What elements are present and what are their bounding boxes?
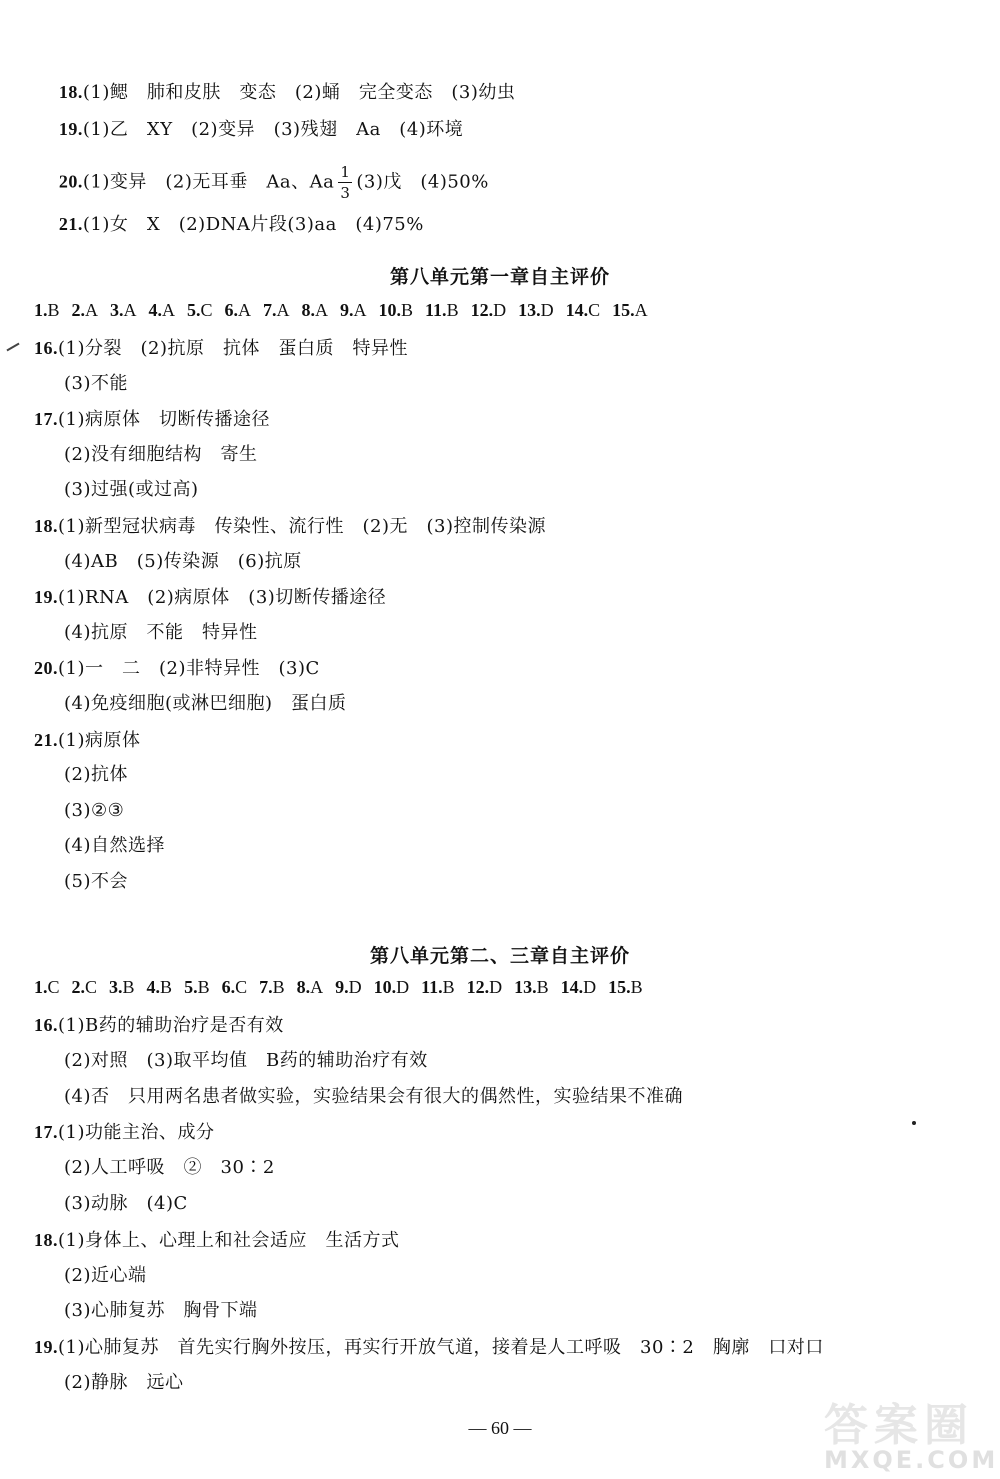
answer-line	[64, 870, 128, 894]
answer-line	[34, 1013, 284, 1038]
choice-letter: D	[396, 977, 410, 997]
answer-line	[64, 1264, 147, 1288]
choice-letter: A	[162, 300, 176, 320]
question-number: 16.	[34, 1015, 58, 1035]
answer-line	[64, 834, 165, 858]
section-title: 第八单元第二、三章自主评价	[369, 945, 630, 967]
choice-answer	[149, 300, 176, 321]
choice-letter: D	[540, 300, 554, 320]
choice-answer	[340, 300, 367, 321]
answer-line	[34, 407, 270, 432]
choice-letter: A	[123, 300, 137, 320]
answer-text: (2)抗体	[64, 764, 128, 786]
choice-answer	[72, 300, 99, 321]
answer-text: (1)功能主治、成分	[58, 1122, 215, 1144]
answer-text: (1)病原体	[58, 729, 141, 751]
choice-answer	[297, 977, 324, 998]
answer-text: (4)自然选择	[64, 835, 165, 857]
question-number: 8.	[296, 977, 311, 997]
ink-dot	[912, 1121, 916, 1125]
answer-line	[34, 1335, 824, 1360]
question-number: 11.	[425, 300, 447, 320]
choice-letter: B	[197, 977, 210, 997]
choice-letter: A	[315, 300, 329, 320]
answer-line	[64, 550, 302, 574]
choice-answer	[222, 977, 248, 998]
answer-text: (1)鳃 肺和皮肤 变态 (2)蛹 完全变态 (3)幼虫	[82, 82, 516, 103]
question-number: 21.	[34, 729, 58, 750]
choice-letter: B	[122, 977, 135, 997]
choice-letter: A	[634, 300, 648, 320]
question-number: 18.	[34, 1229, 58, 1250]
watermark-logo	[824, 1400, 999, 1474]
choice-answer	[514, 977, 549, 998]
answer-line	[64, 1299, 258, 1323]
question-number: 10.	[373, 977, 397, 997]
question-number: 12.	[466, 977, 490, 997]
choice-letter: C	[588, 300, 601, 320]
answer-text: (1)新型冠状病毒 传染性、流行性 (2)无 (3)控制传染源	[58, 516, 546, 537]
question-number: 4.	[146, 977, 161, 997]
answer-text: (1)RNA (2)病原体 (3)切断传播途径	[58, 587, 387, 609]
choice-letter: D	[583, 977, 597, 997]
answer-text: (3)②③	[64, 799, 125, 821]
answer-line	[34, 728, 141, 753]
answer-text: (2)对照 (3)取平均值 B药的辅助治疗有效	[64, 1049, 428, 1071]
question-number: 13.	[518, 300, 541, 320]
choice-answer	[225, 300, 252, 321]
choice-answer	[302, 300, 329, 321]
answer-text: (1)心肺复苏 首先实行胸外按压，再实行开放气道，接着是人工呼吸 30∶2 胸廓 口对口	[58, 1337, 824, 1359]
choice-answer	[421, 977, 455, 998]
answer-text: (1)女 X (2)DNA片段	[82, 214, 288, 235]
answer-line	[64, 1156, 275, 1180]
answer-text: (2)人工呼吸 ② 30∶2	[64, 1157, 275, 1179]
question-number: 18.	[58, 82, 83, 102]
question-number: 2.	[71, 977, 86, 997]
question-number: 1.	[34, 300, 48, 320]
answer-line	[64, 443, 258, 467]
answer-line	[34, 1228, 400, 1253]
question-number: 1.	[34, 977, 48, 997]
choice-answer	[467, 977, 503, 998]
question-number: 16.	[34, 338, 58, 358]
answer-text: (3)不能	[64, 372, 128, 394]
question-number: 2.	[71, 300, 86, 320]
fraction-bar	[338, 182, 352, 183]
choice-answer	[612, 300, 648, 321]
fraction-numerator: 1	[340, 163, 351, 181]
question-number: 17.	[34, 1122, 58, 1143]
answer-text: (3)心肺复苏 胸骨下端	[64, 1300, 258, 1322]
watermark-domain: MXQE.COM	[824, 1446, 999, 1474]
choice-letter: D	[348, 977, 362, 997]
choice-letter: C	[85, 977, 98, 997]
choice-letter: A	[310, 977, 324, 997]
answer-text: (1)变异 (2)无耳垂 Aa、Aa	[82, 171, 335, 193]
answer-line	[64, 372, 128, 396]
question-number: 5.	[184, 977, 198, 997]
answer-line	[64, 1371, 184, 1395]
choice-answer	[259, 977, 285, 998]
answer-text: (3)戊 (4)50%	[356, 171, 489, 193]
answer-text: (2)静脉 远心	[64, 1372, 184, 1393]
choice-letter: A	[85, 300, 99, 320]
choice-letter: A	[276, 300, 290, 320]
question-number: 10.	[378, 300, 402, 320]
question-number: 14.	[565, 300, 589, 320]
answer-line	[64, 692, 347, 716]
answer-text: (4)免疫细胞(或淋巴细胞) 蛋白质	[64, 693, 347, 714]
answer-line	[64, 478, 199, 502]
question-number: 20.	[58, 171, 83, 192]
answer-text: (4)AB (5)传染源 (6)抗原	[64, 550, 302, 572]
answer-line	[64, 1085, 683, 1109]
choice-answer	[34, 300, 60, 321]
question-number: 3.	[110, 300, 124, 320]
watermark-logo-text: 答案圈	[824, 1400, 974, 1451]
choice-letter: B	[446, 300, 459, 320]
choice-letter: B	[630, 977, 643, 997]
choice-letter: B	[401, 300, 414, 320]
answer-line	[64, 799, 124, 823]
choice-answer	[608, 977, 643, 998]
choice-answer	[335, 977, 362, 998]
answer-text: (3)动脉 (4)C	[64, 1193, 188, 1214]
answer-text: (1)B药的辅助治疗是否有效	[58, 1015, 284, 1036]
question-number: 19.	[34, 587, 58, 608]
choice-letter: C	[235, 977, 248, 997]
question-number: 14.	[560, 977, 584, 997]
choice-answer	[561, 977, 597, 998]
choice-letter: D	[493, 300, 507, 320]
choice-answer	[147, 977, 173, 998]
choice-answer	[379, 300, 414, 321]
answer-text: (2)没有细胞结构 寄生	[64, 443, 258, 465]
question-number: 7.	[259, 977, 273, 997]
question-number: 12.	[470, 300, 494, 320]
question-number: 21.	[58, 214, 83, 234]
choice-letter: B	[442, 977, 455, 997]
answer-line	[64, 763, 128, 787]
question-number: 6.	[221, 977, 236, 997]
multiple-choice-answers	[34, 300, 660, 321]
choice-letter: D	[489, 977, 503, 997]
answer-line	[34, 1120, 215, 1145]
answer-text: (1)一 二 (2)非特异性 (3)C	[58, 658, 320, 680]
choice-letter: B	[160, 977, 173, 997]
answer-line-21	[34, 188, 424, 261]
question-number: 19.	[34, 1337, 58, 1358]
answer-text: (1)乙 XY (2)变异 (3)残翅 Aa (4)环境	[82, 119, 464, 140]
choice-answer	[471, 300, 507, 321]
answer-line	[34, 656, 320, 681]
answer-text: (4)否 只用两名患者做实验，实验结果会有很大的偶然性，实验结果不准确	[64, 1085, 683, 1107]
choice-letter: B	[47, 300, 60, 320]
question-number: 11.	[421, 977, 443, 997]
answer-line	[34, 585, 386, 610]
question-number: 7.	[263, 300, 277, 320]
answer-line	[34, 336, 408, 361]
choice-answer	[263, 300, 290, 321]
question-number: 3.	[109, 977, 123, 997]
multiple-choice-answers	[34, 977, 655, 998]
question-number: 13.	[514, 977, 537, 997]
choice-answer	[566, 300, 601, 321]
question-number: 18.	[34, 516, 58, 536]
choice-answer	[425, 300, 459, 321]
question-number: 9.	[340, 300, 354, 320]
answer-text: (3)aa (4)75%	[287, 214, 424, 235]
answer-line	[64, 1049, 428, 1073]
choice-answer	[187, 300, 213, 321]
answer-text: (3)过强(或过高)	[64, 479, 199, 501]
question-number: 19.	[58, 119, 83, 139]
choice-answer	[374, 977, 410, 998]
question-number: 9.	[335, 977, 349, 997]
question-number: 15.	[612, 300, 635, 320]
answer-text: (2)近心端	[64, 1264, 147, 1286]
pen-mark	[6, 343, 19, 352]
answer-text: (1)身体上、心理上和社会适应 生活方式	[58, 1229, 400, 1251]
choice-answer	[72, 977, 98, 998]
answer-text: (1)病原体 切断传播途径	[58, 409, 270, 431]
answer-line	[34, 514, 546, 539]
answer-text: (1)分裂 (2)抗原 抗体 蛋白质 特异性	[58, 338, 408, 359]
question-number: 4.	[148, 300, 163, 320]
choice-answer	[110, 300, 137, 321]
question-number: 6.	[224, 300, 239, 320]
answer-text: (4)抗原 不能 特异性	[64, 621, 258, 643]
choice-letter: B	[536, 977, 549, 997]
choice-answer	[34, 977, 60, 998]
answer-line	[64, 621, 258, 645]
choice-answer	[184, 977, 210, 998]
page-number: — 60 —	[468, 1418, 532, 1438]
choice-letter: A	[238, 300, 252, 320]
choice-answer	[109, 977, 135, 998]
choice-letter: A	[353, 300, 367, 320]
choice-answer	[518, 300, 554, 321]
answer-text: (5)不会	[64, 871, 128, 892]
question-number: 15.	[608, 977, 631, 997]
question-number: 20.	[34, 658, 58, 679]
question-number: 5.	[187, 300, 201, 320]
choice-letter: B	[272, 977, 285, 997]
question-number: 17.	[34, 409, 58, 430]
fraction-denominator: 3	[340, 184, 351, 202]
choice-letter: C	[200, 300, 213, 320]
choice-letter: C	[47, 977, 60, 997]
answer-line	[64, 1192, 188, 1216]
question-number: 8.	[301, 300, 316, 320]
section-title: 第八单元第一章自主评价	[389, 266, 610, 288]
